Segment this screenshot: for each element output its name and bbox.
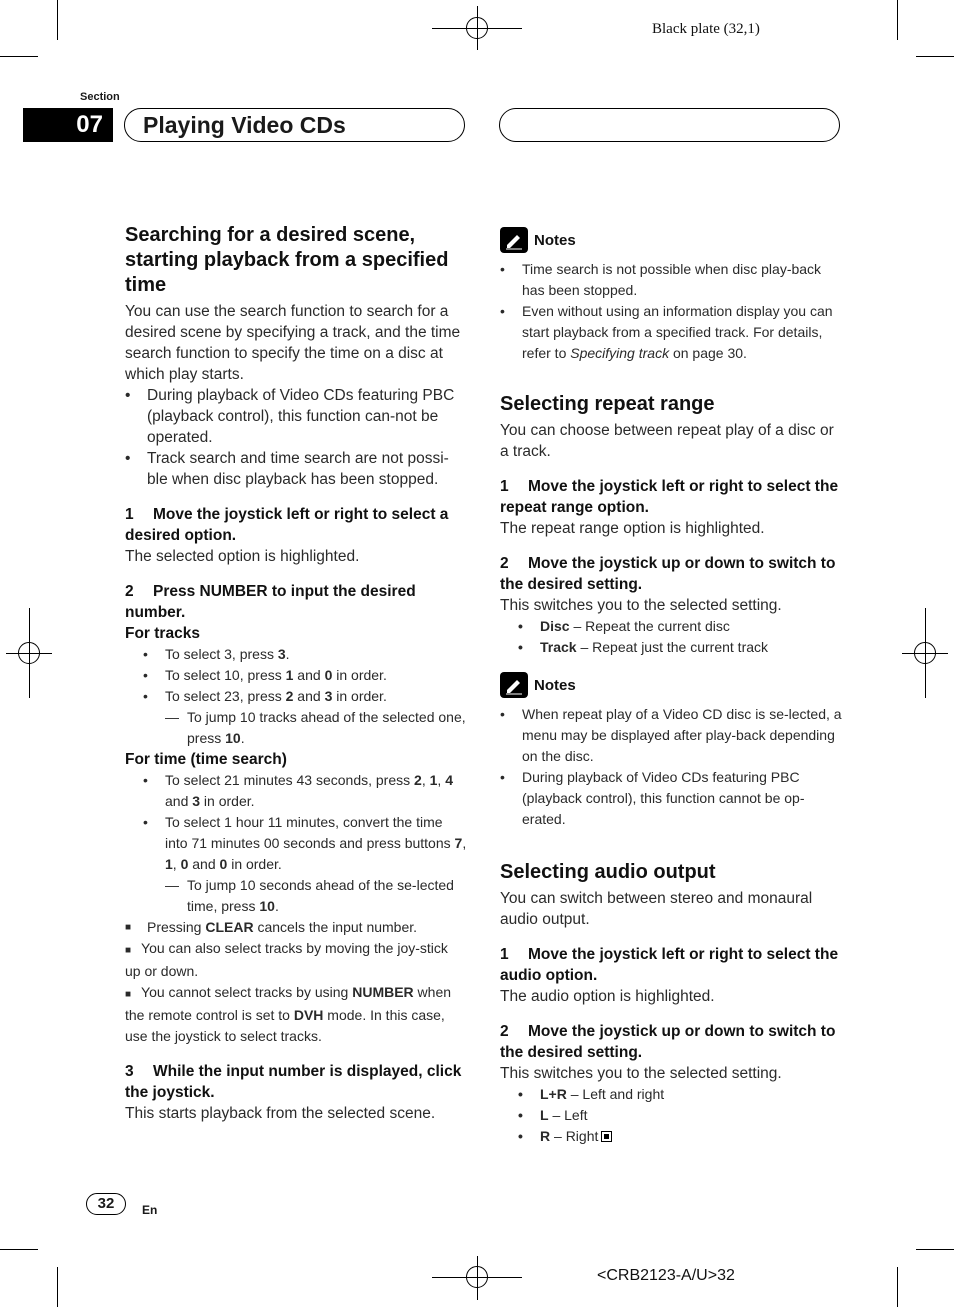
notes-list [500, 704, 842, 830]
list-item: • During playback of Video CDs featuring PBC (playback control), this function can-not be operated. [125, 387, 455, 446]
bullet-icon: • [500, 261, 505, 277]
bullet-icon: • [143, 772, 148, 788]
pencil-note-icon [500, 227, 528, 253]
square-bullet-icon: ■ [125, 989, 132, 1000]
time-list [125, 770, 467, 917]
dash-icon: — [165, 709, 179, 725]
bullet-list [125, 385, 467, 490]
list-item: • R – Right [518, 1126, 842, 1147]
tip-item: ■ You can also select tracks by moving the joy-stick up or down. [125, 940, 448, 979]
intro-paragraph: You can use the search function to search for a desired scene by specifying a track, and the time search function to specify the time on a disc at which play starts. [125, 303, 461, 383]
crop-mark [57, 0, 58, 40]
bullet-icon: • [518, 1086, 523, 1102]
step-3: 3 While the input number is displayed, click the joystick. [125, 1063, 462, 1101]
crop-mark [0, 56, 38, 57]
for-time-label: For time (time search) [125, 751, 287, 768]
notes-header [500, 227, 842, 253]
list-item: • During playback of Video CDs featuring PBC (playback control), this function cannot be op-erated. [500, 769, 805, 827]
bullet-icon: • [143, 646, 148, 662]
header-right-pill [499, 108, 840, 142]
left-column [125, 223, 467, 1124]
bullet-icon: • [518, 1128, 523, 1144]
bullet-icon: • [518, 639, 523, 655]
notes-label: Notes [534, 676, 576, 694]
registration-mark [466, 17, 488, 39]
bullet-icon: • [500, 769, 505, 785]
step-2-description: This switches you to the selected setting. [500, 597, 782, 614]
list-item: • Track search and time search are not possi-ble when disc playback has been stopped. [125, 450, 449, 488]
bullet-icon: • [143, 688, 148, 704]
bullet-icon: • [125, 450, 131, 467]
section-heading: Selecting audio output [500, 861, 716, 883]
plate-label: Black plate (32,1) [652, 21, 760, 37]
list-item: • L – Left [518, 1105, 842, 1126]
page-number: 32 [86, 1193, 126, 1215]
section-heading: Searching for a desired scene, starting playback from a specified time [125, 224, 449, 296]
list-item: • To select 21 minutes 43 seconds, press 2, 1, 4 and 3 in order. [143, 772, 453, 809]
step-3-description: This starts playback from the selected scene. [125, 1105, 436, 1122]
list-item: • Time search is not possible when disc play-back has been stopped. [500, 261, 822, 298]
registration-mark [914, 642, 936, 664]
bullet-icon: • [143, 814, 148, 830]
bullet-icon: • [500, 706, 505, 722]
step-1: 1 Move the joystick left or right to select the repeat range option. [500, 478, 839, 516]
tip-item: ■ Pressing CLEAR cancels the input number. [125, 917, 467, 938]
for-tracks-label: For tracks [125, 625, 200, 642]
intro-paragraph: You can choose between repeat play of a disc or a track. [500, 422, 834, 460]
list-item: • Track – Repeat just the current track [518, 637, 842, 658]
step-2: 2 Press NUMBER to input the desired number. [125, 583, 416, 621]
tracks-list [125, 644, 467, 749]
section-number: 07 [23, 108, 113, 142]
list-item: • Even without using an information display you can start playback from a specified track. For details, refer to Specifying track on page 30. [500, 303, 833, 361]
list-item: • To select 10, press 1 and 0 in order. [143, 665, 467, 686]
document-code: <CRB2123-A/U>32 [597, 1267, 735, 1284]
step-1: 1 Move the joystick left or right to select the audio option. [500, 946, 839, 984]
crop-mark [916, 1249, 954, 1250]
registration-mark [466, 1266, 488, 1288]
intro-paragraph: You can switch between stereo and monaural audio output. [500, 890, 813, 928]
bullet-icon: • [500, 303, 505, 319]
step-2: 2 Move the joystick up or down to switch to the desired setting. [500, 555, 836, 593]
crop-mark [897, 1267, 898, 1307]
list-item: • When repeat play of a Video CD disc is se-lected, a menu may be displayed after play-back depending on the disc. [500, 706, 842, 764]
square-bullet-icon: ■ [125, 922, 132, 933]
registration-mark [18, 642, 40, 664]
step-1: 1 Move the joystick left or right to select a desired option. [125, 506, 449, 544]
dash-icon: — [165, 877, 179, 893]
crop-mark [916, 56, 954, 57]
crop-mark [0, 1249, 38, 1250]
bullet-icon: • [143, 667, 148, 683]
list-item: • L+R – Left and right [518, 1084, 842, 1105]
section-heading: Selecting repeat range [500, 393, 715, 415]
step-1-description: The audio option is highlighted. [500, 988, 715, 1005]
notes-header [500, 672, 842, 698]
end-mark-icon [601, 1131, 612, 1142]
notes-list [500, 259, 842, 364]
crop-mark [57, 1267, 58, 1307]
options-list [500, 616, 842, 658]
dash-item: — To jump 10 seconds ahead of the se-lected time, press 10. [165, 877, 454, 914]
step-2-description: This switches you to the selected setting. [500, 1065, 782, 1082]
list-item: • To select 3, press 3. [143, 644, 467, 665]
options-list [500, 1084, 842, 1147]
bullet-icon: • [125, 387, 131, 404]
step-1-description: The repeat range option is highlighted. [500, 520, 765, 537]
bullet-icon: • [518, 1107, 523, 1123]
page-title: Playing Video CDs [124, 108, 465, 142]
square-bullet-icon: ■ [125, 945, 132, 956]
language-label: En [142, 1203, 158, 1217]
pencil-note-icon [500, 672, 528, 698]
bullet-icon: • [518, 618, 523, 634]
dash-item: — To jump 10 tracks ahead of the selected one, press 10. [165, 709, 466, 746]
crop-mark [897, 0, 898, 40]
notes-label: Notes [534, 231, 576, 249]
step-2: 2 Move the joystick up or down to switch to the desired setting. [500, 1023, 836, 1061]
right-column [500, 227, 842, 1147]
step-1-description: The selected option is highlighted. [125, 548, 360, 565]
list-item: • Disc – Repeat the current disc [518, 616, 842, 637]
list-item: • To select 1 hour 11 minutes, convert the time into 71 minutes 00 seconds and press buttons 7, 1, 0 and 0 in order. [143, 814, 467, 872]
tip-item: ■ You cannot select tracks by using NUMBER when the remote control is set to DVH mode. In this case, use the joystick to select tracks. [125, 984, 452, 1044]
section-label: Section [80, 91, 120, 103]
list-item: • To select 23, press 2 and 3 in order. [143, 686, 467, 707]
